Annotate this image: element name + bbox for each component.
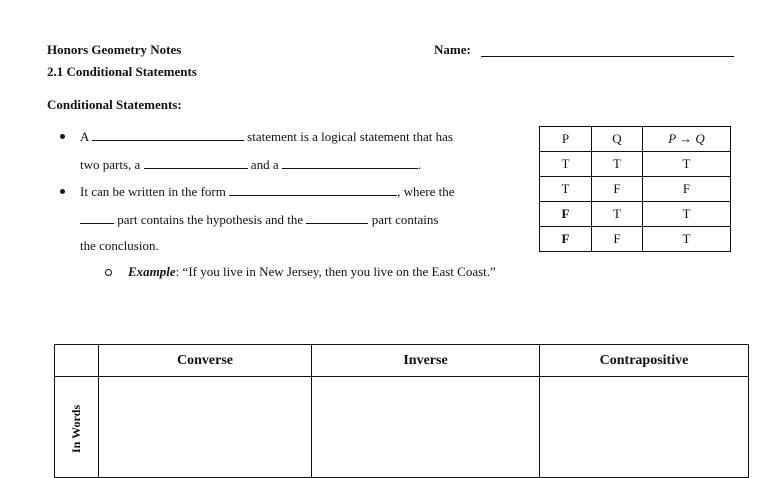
text-where-the: , where the (397, 184, 455, 199)
blank-part-2[interactable] (282, 156, 418, 169)
col-inverse: Inverse (312, 345, 540, 377)
table-row (540, 152, 731, 177)
table-row (540, 227, 731, 252)
bullet-line-5 (80, 238, 159, 254)
text-two-parts: two parts, a (80, 157, 141, 172)
text-statement-desc: statement is a logical statement that has (247, 129, 453, 144)
sub-bullet-circle (105, 269, 112, 276)
tt-cell: F (643, 177, 731, 202)
text-hypothesis: part contains the hypothesis and the (117, 212, 304, 227)
truth-table (539, 126, 731, 252)
tt-cell: T (643, 227, 731, 252)
bullet-dot (60, 189, 65, 194)
tt-cell: T (540, 177, 592, 202)
text-part-contains: part contains (371, 212, 439, 227)
bullet-dot (60, 134, 65, 139)
inverse-answer-cell[interactable] (312, 377, 540, 478)
bullet-line-1 (80, 128, 453, 145)
conditional-heading: Conditional Statements: (47, 97, 182, 112)
text-written-form: It can be written in the form (80, 184, 226, 199)
bullet-line-3 (80, 183, 454, 200)
tt-cell: T (592, 202, 643, 227)
tt-header-p: P (540, 127, 592, 152)
blank-concl-part[interactable] (306, 211, 368, 224)
tt-cell: T (643, 202, 731, 227)
table-row (540, 177, 731, 202)
blank-form[interactable] (229, 183, 397, 196)
tt-cell: F (592, 177, 643, 202)
truth-table-header (540, 127, 731, 152)
col-converse: Converse (99, 345, 312, 377)
text-conclusion: the conclusion. (80, 238, 159, 253)
example-text: “If you live in New Jersey, then you live on the East Coast.” (182, 264, 496, 279)
bullet-line-4 (80, 211, 438, 228)
tt-cell: T (540, 152, 592, 177)
example-line (128, 264, 496, 280)
blank-hyp-part[interactable] (80, 211, 114, 224)
row-label-cell (55, 377, 99, 478)
tt-header-implies: P → Q (643, 127, 731, 152)
bullet-line-2 (80, 156, 421, 173)
text-a: A (80, 129, 89, 144)
tt-cell: F (592, 227, 643, 252)
example-label: Example (128, 264, 176, 279)
text-and-a: and a (250, 157, 279, 172)
forms-table-header (55, 345, 749, 377)
table-row (55, 377, 749, 478)
tt-header-q: Q (592, 127, 643, 152)
tt-cell: F (540, 202, 592, 227)
row-label-in-words: In Words (69, 404, 83, 454)
example-colon: : (175, 264, 180, 279)
tt-cell: T (592, 152, 643, 177)
course-title: Honors Geometry Notes (47, 42, 182, 57)
tt-cell: T (643, 152, 731, 177)
text-period: . (417, 157, 422, 172)
blank-part-1[interactable] (144, 156, 248, 169)
col-contrapositive: Contrapositive (540, 345, 749, 377)
blank-statement[interactable] (92, 128, 244, 141)
section-title: 2.1 Conditional Statements (47, 64, 197, 79)
name-blank[interactable] (481, 56, 734, 57)
forms-table (54, 344, 749, 478)
table-row (540, 202, 731, 227)
forms-corner-cell (55, 345, 99, 377)
converse-answer-cell[interactable] (99, 377, 312, 478)
tt-cell: F (540, 227, 592, 252)
contrapositive-answer-cell[interactable] (540, 377, 749, 478)
name-label: Name: (434, 42, 471, 57)
